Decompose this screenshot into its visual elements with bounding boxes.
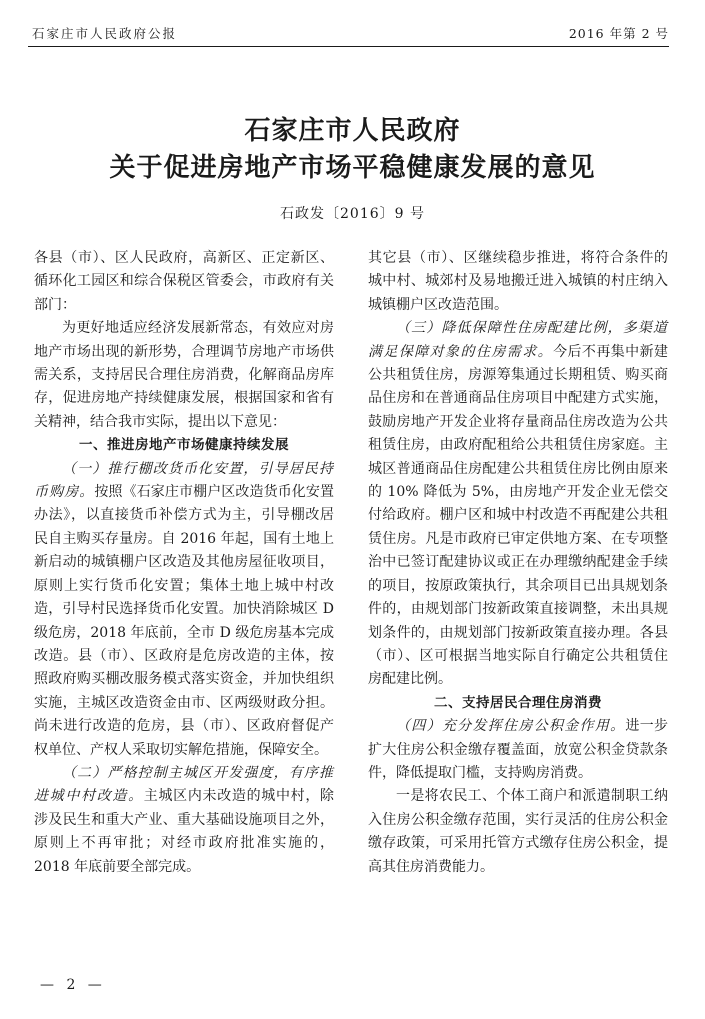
item-1-paragraph	[34, 458, 334, 762]
item-1-text: 按照《石家庄市棚户区改造货币化安置办法》，以直接货币补偿方式为主，引导棚改居民自主购买存量房。自 2016 年起，国有土地上新启动的城镇棚户区改造及其他房屋征收项目，原则上实行货币化安置；集体土地上城中村改造，引导村民选择货币化安置。加快消除城区 D 级危房，2018 年底前，全市 D 级危房基本完成改造。县（市）、区政府是危房改造的主体，按照政府购买棚改服务模式落实资金，并加快组织实施，主城区改造资金由市、区两级财政分担。尚未进行改造的危房，县（市）、区政府督促产权单位、产权人采取切实解危措施，保障安全。	[34, 484, 335, 758]
header-rule	[28, 46, 669, 47]
item-4-text: 进一步扩大住房公积金缴存覆盖面，放宽公积金贷款条件，降低提取门槛，支持购房消费。	[368, 718, 669, 781]
item-2-text: 主城区内未改造的城中村，除涉及民生和重大产业、重大基础设施项目之外，原则上不再审批；对经市政府批准实施的，2018 年底前要全部完成。	[34, 788, 335, 875]
section-heading-1: 一、推进房地产市场健康持续发展	[79, 437, 289, 454]
running-header	[28, 24, 669, 44]
salutation: 各县（市）、区人民政府，高新区、正定新区、循环化工园区和综合保税区管委会，市政府有关部门：	[34, 250, 334, 313]
item-3-text: 今后不再集中新建公共租赁住房，房源筹集通过长期租赁、购买商品住房和在普通商品住房项目中配建方式实施，鼓励房地产开发企业将存量商品住房改造为公共租赁住房，由政府配租给公共租赁住房家庭。主城区普通商品住房配建公共租赁住房比例由原来的 10% 降低为 5%，由房地产开发企业无偿交付给政府。棚户区和城中村改造不再配建公共租赁住房。凡是市政府已审定供地方案、在专项整治中已签订配建协议或正在办理缴纳配建金手续的项目，按原政策执行，其余项目已出具规划条件的，由规划部门按新政策直接调整，未出具规划条件的，由规划部门按新政策直接办理。各县（市）、区可根据当地实际自行确定公共租赁住房配建比例。	[368, 343, 669, 688]
item-2-continued: 其它县（市）、区继续稳步推进，将符合条件的城中村、城郊村及易地搬迁进入城镇的村庄纳入城镇棚户区改造范围。	[368, 250, 668, 313]
item-2-paragraph	[34, 762, 334, 879]
document-title-line2: 关于促进房地产市场平稳健康发展的意见	[109, 153, 596, 183]
item-4-paragraph	[368, 715, 668, 785]
section-heading-2: 二、支持居民合理住房消费	[434, 694, 602, 711]
page-number: — 2 —	[40, 977, 106, 993]
intro-paragraph: 为更好地适应经济发展新常态，有效应对房地产市场出现的新形势，合理调节房地产市场供需关系，支持居民合理住房消费，化解商品房库存，促进房地产持续健康发展，根据国家和省有关精神，结合我市实际，提出以下意见：	[34, 320, 334, 430]
item-4-title: （四）充分发挥住房公积金作用。	[396, 718, 626, 735]
item-1-title: （一）推行棚改货币化安置，引导居民持币购房。	[34, 460, 334, 501]
right-column	[368, 247, 668, 879]
left-column	[34, 247, 334, 879]
item-3-paragraph	[368, 317, 668, 692]
issue-number: 2016 年第 2 号	[568, 26, 669, 41]
item-4-sub-1: 一是将农民工、个体工商户和派遣制职工纳入住房公积金缴存范围，实行灵活的住房公积金缴存政策，可采用托管方式缴存住房公积金，提高其住房消费能力。	[368, 788, 668, 875]
item-2-title: （二）严格控制主城区开发强度，有序推进城中村改造。	[34, 764, 334, 805]
publication-name: 石家庄市人民政府公报	[32, 26, 178, 41]
item-3-title: （三）降低保障性住房配建比例，多渠道满足保障对象的住房需求。	[368, 320, 668, 360]
document-number: 石政发〔2016〕9 号	[280, 206, 425, 222]
document-title-line1: 石家庄市人民政府	[244, 116, 461, 146]
